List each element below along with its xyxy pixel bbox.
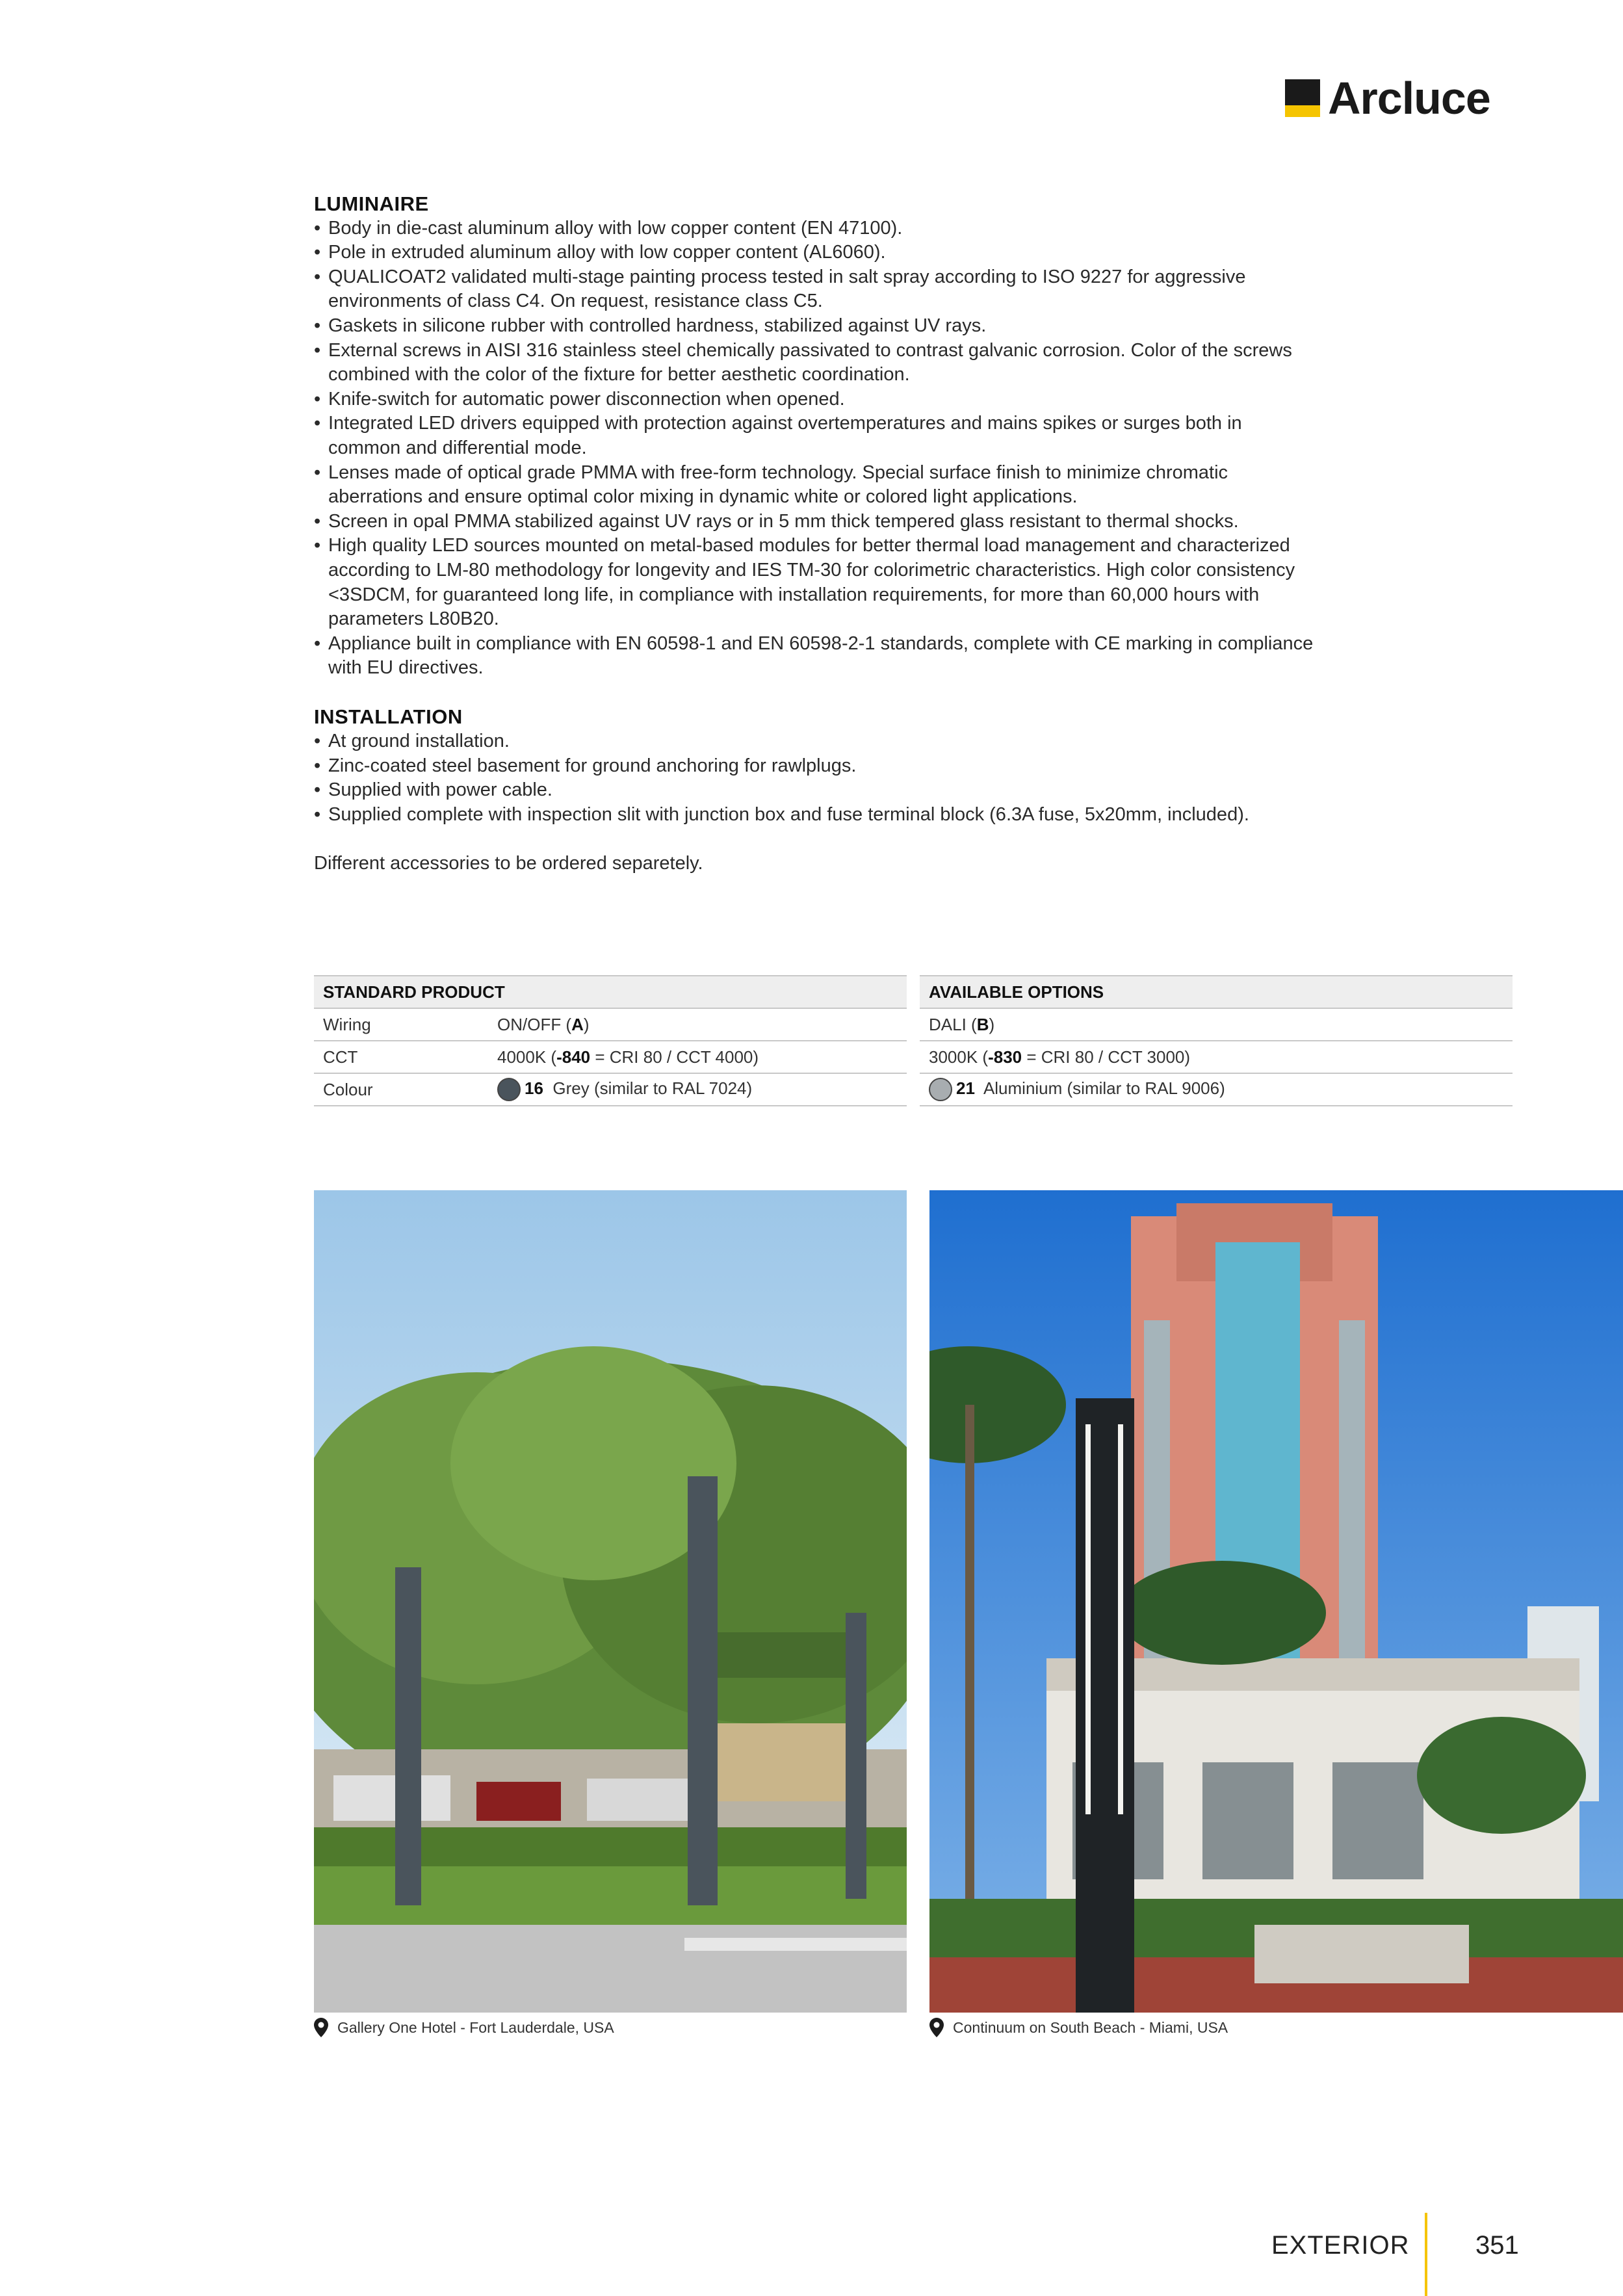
brand-logo [1285,73,1490,124]
list-item: • Knife-switch for automatic power disconnection when opened. [314,387,1315,412]
table-row [920,1041,1513,1073]
accessories-note: Different accessories to be ordered separetely. [314,853,703,874]
colour-label: Colour [314,1073,488,1106]
available-options-header: AVAILABLE OPTIONS [920,976,1513,1008]
list-item: • Pole in extruded aluminum alloy with low copper content (AL6060). [314,241,1315,265]
list-item: • Zinc-coated steel basement for ground anchoring for rawlplugs. [314,754,1315,779]
spec-text [314,192,1315,876]
installation-list [314,729,1315,827]
available-options-table [920,975,1513,1106]
footer-section: EXTERIOR [1271,2231,1410,2260]
luminaire-title: LUMINAIRE [314,192,429,215]
list-item: • Screen in opal PMMA stabilized against UV rays or in 5 mm thick tempered glass resistant to thermal shocks. [314,510,1315,534]
page-number: 351 [1475,2231,1519,2260]
list-item: • QUALICOAT2 validated multi-stage painting process tested in salt spray according to ISO 9227 for aggressive environments of class C4. On request, resistance class C5. [314,265,1315,314]
cct-value: 4000K (-840 = CRI 80 / CCT 4000) [488,1041,907,1073]
footer-divider [1425,2213,1427,2296]
table-row [920,1073,1513,1106]
table-row [314,1073,907,1106]
wiring-value: ON/OFF (A) [488,1008,907,1041]
list-item: • Gaskets in silicone rubber with controlled hardness, stabilized against UV rays. [314,314,1315,339]
colour-swatch-icon [497,1078,521,1101]
table-row [314,1041,907,1073]
standard-product-header: STANDARD PRODUCT [314,976,907,1008]
list-item: • External screws in AISI 316 stainless steel chemically passivated to contrast galvanic corrosion. Color of the screws combined with the color of the fixture for better aesthetic coordination. [314,339,1315,387]
location-pin-icon [314,2018,328,2037]
photo-gallery-one-hotel [314,1190,907,2013]
logo-text: Arcluce [1328,73,1490,124]
list-item: • High quality LED sources mounted on metal-based modules for better thermal load management and characterized according to LM-80 methodology for longevity and IES TM-30 for colorimetric characteristics. High color consistency <3SDCM, for guaranteed long life, in compliance with installation requirements, for more than 60,000 hours with parameters L80B20. [314,534,1315,631]
table-row [314,1008,907,1041]
list-item: • Appliance built in compliance with EN 60598-1 and EN 60598-2-1 standards, complete with CE marking in compliance with EU directives. [314,632,1315,681]
colour-swatch-icon [929,1078,952,1101]
wiring-option: DALI (B) [920,1008,1513,1041]
standard-product-table [314,975,907,1106]
photo-continuum-south-beach [929,1190,1623,2013]
location-pin-icon [929,2018,944,2037]
table-row [920,1008,1513,1041]
list-item: • At ground installation. [314,729,1315,754]
cct-option: 3000K (-830 = CRI 80 / CCT 3000) [920,1041,1513,1073]
list-item: • Integrated LED drivers equipped with protection against overtemperatures and mains spikes or surges both in common and differential mode. [314,411,1315,460]
luminaire-list [314,216,1315,681]
list-item: • Supplied complete with inspection slit with junction box and fuse terminal block (6.3A fuse, 5x20mm, included). [314,803,1315,828]
colour-option: 21 Aluminium (similar to RAL 9006) [920,1073,1513,1106]
list-item: • Supplied with power cable. [314,778,1315,803]
list-item: • Body in die-cast aluminum alloy with low copper content (EN 47100). [314,216,1315,241]
photo-caption: Gallery One Hotel - Fort Lauderdale, USA [314,2018,614,2037]
installation-title: INSTALLATION [314,705,463,729]
wiring-label: Wiring [314,1008,488,1041]
logo-mark-icon [1285,79,1320,117]
cct-label: CCT [314,1041,488,1073]
colour-value: 16 Grey (similar to RAL 7024) [488,1073,907,1106]
list-item: • Lenses made of optical grade PMMA with free-form technology. Special surface finish to minimize chromatic aberrations and ensure optimal color mixing in dynamic white or colored light applications. [314,461,1315,510]
photo-caption: Continuum on South Beach - Miami, USA [929,2018,1228,2037]
